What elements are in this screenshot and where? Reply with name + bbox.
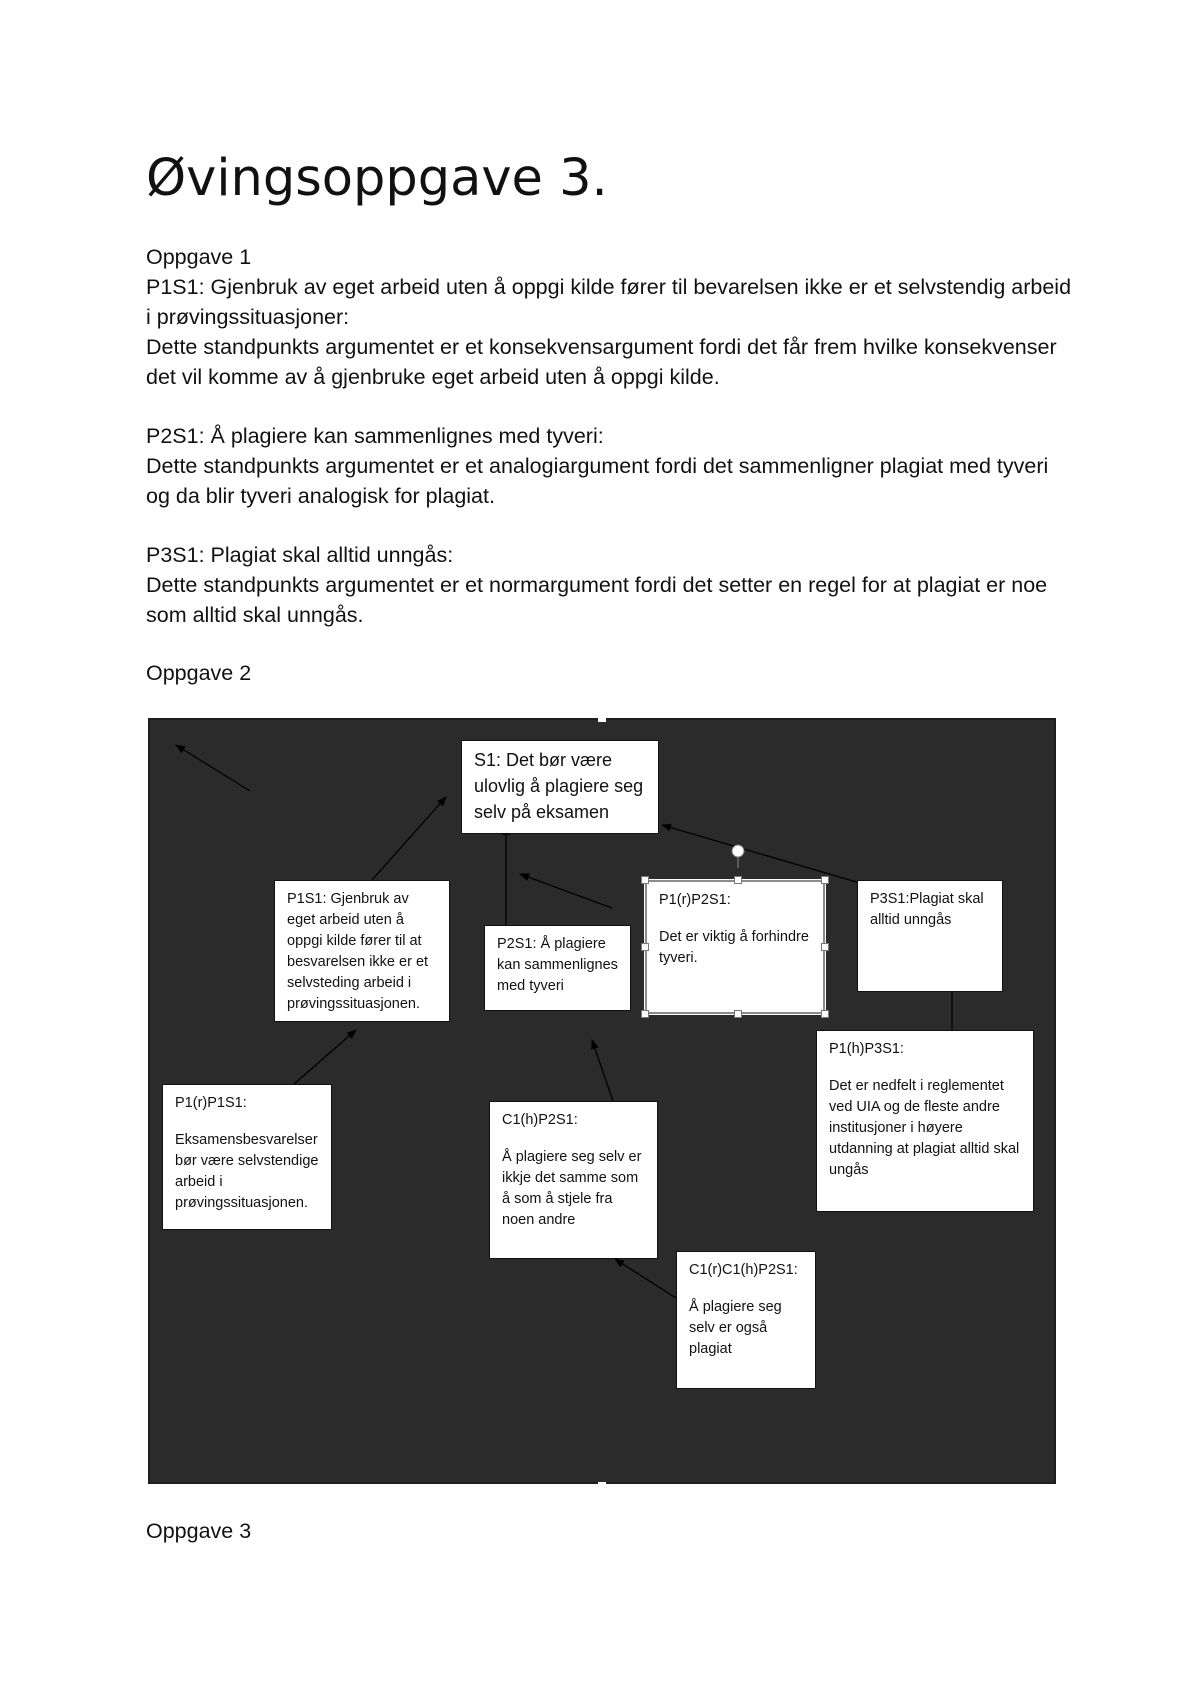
- box-label: C1(h)P2S1:: [502, 1112, 578, 1128]
- box-text: Det er nedfelt i reglementet ved UIA og de fleste andre institusjoner i høyere utdanning at plagiat alltid skal ungås: [829, 1078, 1020, 1178]
- document-title: Øvingsoppgave 3.: [146, 149, 608, 208]
- box-label: P1(r)P2S1:: [659, 892, 731, 908]
- frame-handle[interactable]: [598, 718, 606, 722]
- premise-box-p1r-p1s1[interactable]: [162, 1084, 332, 1230]
- box-text: P1S1: Gjenbruk av eget arbeid uten å oppgi kilde fører til at besvarelsen ikke er et selvsteding arbeid i prøvingssituasjonen.: [287, 891, 429, 1012]
- resize-handle[interactable]: [821, 943, 829, 951]
- section-heading: Oppgave 2: [146, 661, 252, 685]
- argument-explanation: Dette standpunkts argumentet er et normargument fordi det setter en regel for at plagiat er noe som alltid skal unngås.: [146, 573, 1048, 627]
- box-text: Det er viktig å forhindre tyveri.: [659, 929, 809, 966]
- argument-explanation: Dette standpunkts argumentet er et analogiargument fordi det sammenligner plagiat med tyveri og da blir tyveri analogisk for plagiat.: [146, 454, 1049, 508]
- premise-box-p1h-p3s1[interactable]: [816, 1030, 1034, 1212]
- argument-claim: P3S1: Plagiat skal alltid unngås:: [146, 543, 454, 567]
- box-text: S1: Det bør være ulovlig å plagiere seg selv på eksamen: [474, 750, 644, 822]
- counter-box-c1h-p2s1[interactable]: [489, 1101, 658, 1259]
- argument-diagram[interactable]: [148, 718, 1056, 1484]
- premise-box-p1r-p2s1[interactable]: [645, 880, 825, 1014]
- box-text: P2S1: Å plagiere kan sammenlignes med tyveri: [497, 936, 618, 994]
- resize-handle[interactable]: [734, 876, 742, 884]
- resize-handle[interactable]: [821, 1010, 829, 1018]
- arrow: [520, 874, 612, 908]
- resize-handle[interactable]: [641, 1010, 649, 1018]
- box-text: P3S1:Plagiat skal alltid unngås: [870, 891, 984, 928]
- arrow: [176, 745, 250, 791]
- premise-box-p2s1[interactable]: [484, 925, 631, 1011]
- resize-handle[interactable]: [641, 876, 649, 884]
- box-label: C1(r)C1(h)P2S1:: [689, 1262, 798, 1278]
- counter-box-c1r-c1h-p2s1[interactable]: [676, 1251, 816, 1389]
- resize-handle[interactable]: [734, 1010, 742, 1018]
- argument-explanation: Dette standpunkts argumentet er et konsekvensargument fordi det får frem hvilke konsekvenser det vil komme av å gjenbruke eget arbeid uten å oppgi kilde.: [146, 335, 1057, 389]
- argument-claim: P2S1: Å plagiere kan sammenlignes med tyveri:: [146, 424, 604, 448]
- box-text: Eksamensbesvarelser bør være selvstendige arbeid i prøvingssituasjonen.: [175, 1132, 319, 1211]
- section-heading: Oppgave 1: [146, 245, 252, 269]
- resize-handle[interactable]: [641, 943, 649, 951]
- claim-box-s1[interactable]: [461, 740, 659, 834]
- box-text: Å plagiere seg selv er også plagiat: [689, 1299, 782, 1357]
- argument-claim: P1S1: Gjenbruk av eget arbeid uten å oppgi kilde fører til bevarelsen ikke er et selvstendig arbeid i prøvingssituasjoner:: [146, 275, 1072, 329]
- arrow: [294, 1030, 356, 1084]
- frame-handle[interactable]: [598, 1482, 606, 1486]
- resize-handle[interactable]: [821, 876, 829, 884]
- rotate-handle: [732, 845, 744, 857]
- section-oppgave-1: [146, 242, 1076, 630]
- premise-box-p3s1[interactable]: [857, 880, 1003, 992]
- arrow: [592, 1040, 613, 1101]
- section-heading: Oppgave 3: [146, 1519, 252, 1543]
- premise-box-p1s1[interactable]: [274, 880, 450, 1022]
- arrow: [372, 797, 446, 880]
- arrow: [662, 825, 870, 886]
- box-label: P1(r)P1S1:: [175, 1095, 247, 1111]
- box-text: Å plagiere seg selv er ikkje det samme som å som å stjele fra noen andre: [502, 1149, 642, 1228]
- box-label: P1(h)P3S1:: [829, 1041, 904, 1057]
